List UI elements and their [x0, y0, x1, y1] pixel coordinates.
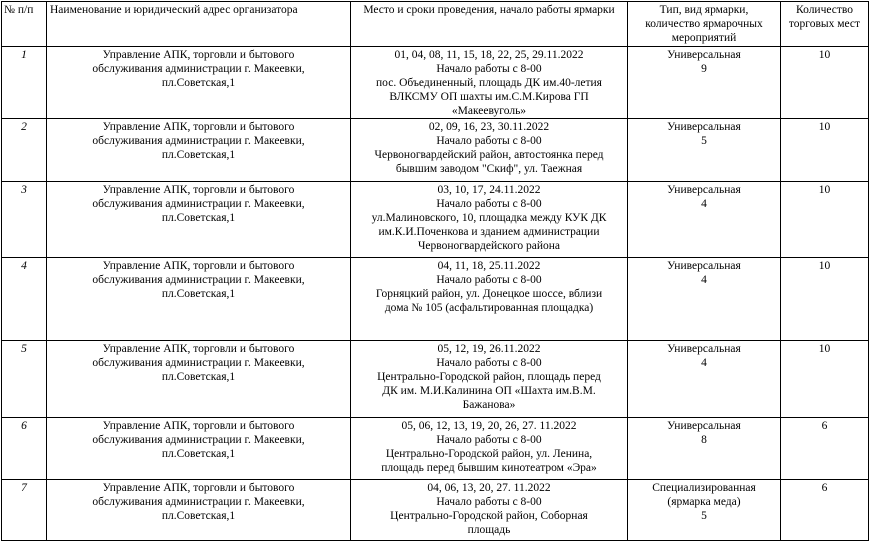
organizer-cell-line: пл.Советская,1	[161, 510, 236, 522]
place-cell-line: им.К.И.Поченкова и зданием администрации	[378, 226, 600, 238]
place-cell-line: 03, 10, 17, 24.11.2022	[437, 184, 541, 196]
organizer-cell-line: обслуживания администрации г. Макеевки,	[92, 274, 305, 286]
fair-type-cell-line: Универсальная	[667, 121, 741, 133]
organizer-cell	[47, 258, 351, 341]
place-cell-line: Центрально-Городской район, площадь перед	[377, 371, 601, 383]
place-cell-line: Центрально-Городской район, Соборная	[390, 510, 588, 522]
header-num: № п/п	[2, 2, 47, 47]
organizer-cell	[47, 480, 351, 541]
organizer-cell-line: обслуживания администрации г. Макеевки,	[92, 198, 305, 210]
header-type: Тип, вид ярмарки, количество ярмарочных мероприятий	[628, 2, 781, 47]
table-row	[2, 341, 869, 418]
trade-spots-cell: 10	[781, 47, 869, 119]
organizer-cell-line: пл.Советская,1	[161, 77, 236, 89]
row-number-cell: 4	[2, 258, 47, 341]
place-cell-line: Центрально-Городской район, ул. Ленина,	[385, 448, 593, 460]
table-row	[2, 119, 869, 182]
organizer-cell-line: обслуживания администрации г. Макеевки,	[92, 135, 305, 147]
place-cell-line: 05, 06, 12, 13, 19, 20, 26, 27. 11.2022	[401, 420, 577, 432]
place-cell-line: ул.Малиновского, 10, площадка между КУК ДК	[371, 212, 607, 224]
row-number-cell: 7	[2, 480, 47, 541]
row-number-cell: 5	[2, 341, 47, 418]
header-spots: Количество торговых мест	[781, 2, 869, 47]
organizer-cell-line: Управление АПК, торговли и бытового	[102, 121, 295, 133]
place-cell-line: Начало работы с 8-00	[436, 274, 542, 286]
trade-spots-cell: 10	[781, 341, 869, 418]
fair-type-cell-line: Универсальная	[667, 184, 741, 196]
organizer-cell-line: Управление АПК, торговли и бытового	[102, 49, 295, 61]
table-row	[2, 182, 869, 258]
organizer-cell-line: Управление АПК, торговли и бытового	[102, 420, 295, 432]
place-cell-line: бывшим заводом "Скиф", ул. Таежная	[395, 163, 583, 175]
fair-type-cell-line: Универсальная	[667, 260, 741, 272]
place-cell	[351, 341, 628, 418]
trade-spots-cell: 10	[781, 119, 869, 182]
organizer-cell-line: обслуживания администрации г. Макеевки,	[92, 357, 305, 369]
place-cell-line: Начало работы с 8-00	[436, 357, 542, 369]
table-row	[2, 418, 869, 480]
table-body	[2, 47, 869, 541]
fair-type-cell	[628, 418, 781, 480]
row-number-cell: 2	[2, 119, 47, 182]
fair-type-cell-line: Универсальная	[667, 420, 741, 432]
place-cell-line: «Макеевуголь»	[451, 105, 527, 117]
place-cell-line: пос. Объединенный, площадь ДК им.40-летия	[376, 77, 602, 89]
place-cell-line: Начало работы с 8-00	[436, 135, 542, 147]
place-cell-line: Горняцкий район, ул. Донецкое шоссе, вблизи	[375, 288, 603, 300]
fair-type-cell-line: 4	[701, 198, 707, 210]
place-cell-line: Червоногвардейский район, автостоянка перед	[374, 149, 604, 161]
organizer-cell-line: пл.Советская,1	[161, 149, 236, 161]
fair-type-cell-line: 8	[701, 434, 707, 446]
fair-type-cell	[628, 341, 781, 418]
fair-type-cell-line: Универсальная	[667, 343, 741, 355]
place-cell-line: Начало работы с 8-00	[436, 496, 542, 508]
place-cell-line: площадь	[467, 524, 511, 536]
fairs-table	[1, 1, 869, 541]
header-row	[2, 2, 869, 47]
fair-type-cell	[628, 182, 781, 258]
organizer-cell-line: пл.Советская,1	[161, 288, 236, 300]
organizer-cell-line: пл.Советская,1	[161, 448, 236, 460]
place-cell	[351, 182, 628, 258]
fair-type-cell	[628, 480, 781, 541]
organizer-cell-line: Управление АПК, торговли и бытового	[102, 260, 295, 272]
organizer-cell-line: пл.Советская,1	[161, 371, 236, 383]
place-cell	[351, 480, 628, 541]
fair-type-cell-line: 5	[701, 510, 707, 522]
place-cell-line: дома № 105 (асфальтированная площадка)	[384, 302, 594, 314]
organizer-cell-line: Управление АПК, торговли и бытового	[102, 343, 295, 355]
header-organizer: Наименование и юридический адрес организатора	[47, 2, 351, 47]
row-number-cell: 1	[2, 47, 47, 119]
place-cell-line: ДК им. М.И.Калинина ОП «Шахта им.В.М.	[382, 385, 596, 397]
place-cell-line: Бажанова»	[462, 399, 516, 411]
place-cell-line: 02, 09, 16, 23, 30.11.2022	[428, 121, 550, 133]
fair-type-cell-line: 5	[701, 135, 707, 147]
place-cell-line: Червоногвардейского района	[417, 240, 561, 252]
organizer-cell	[47, 418, 351, 480]
organizer-cell-line: пл.Советская,1	[161, 212, 236, 224]
table-row	[2, 47, 869, 119]
place-cell	[351, 47, 628, 119]
trade-spots-cell: 10	[781, 258, 869, 341]
fair-type-cell-line: Специализированная	[652, 482, 756, 494]
place-cell-line: площадь перед бывшим кинотеатром «Эра»	[381, 462, 597, 474]
fair-type-cell-line: (ярмарка меда)	[667, 496, 741, 508]
place-cell-line: ВЛКСМУ ОП шахты им.С.М.Кирова ГП	[389, 91, 589, 103]
place-cell-line: Начало работы с 8-00	[436, 198, 542, 210]
organizer-cell-line: обслуживания администрации г. Макеевки,	[92, 496, 305, 508]
fair-type-cell-line: 4	[701, 274, 707, 286]
trade-spots-cell: 10	[781, 182, 869, 258]
trade-spots-cell: 6	[781, 480, 869, 541]
organizer-cell	[47, 182, 351, 258]
organizer-cell	[47, 47, 351, 119]
organizer-cell-line: обслуживания администрации г. Макеевки,	[92, 434, 305, 446]
place-cell	[351, 418, 628, 480]
organizer-cell-line: Управление АПК, торговли и бытового	[102, 184, 295, 196]
organizer-cell	[47, 341, 351, 418]
place-cell	[351, 258, 628, 341]
fair-type-cell	[628, 119, 781, 182]
organizer-cell-line: Управление АПК, торговли и бытового	[102, 482, 295, 494]
place-cell-line: 05, 12, 19, 26.11.2022	[437, 343, 541, 355]
fair-type-cell	[628, 258, 781, 341]
place-cell-line: 01, 04, 08, 11, 15, 18, 22, 25, 29.11.2022	[394, 49, 584, 61]
fair-type-cell-line: Универсальная	[667, 49, 741, 61]
place-cell-line: 04, 06, 13, 20, 27. 11.2022	[427, 482, 551, 494]
row-number-cell: 6	[2, 418, 47, 480]
organizer-cell	[47, 119, 351, 182]
fair-type-cell	[628, 47, 781, 119]
place-cell	[351, 119, 628, 182]
row-number-cell: 3	[2, 182, 47, 258]
table-row	[2, 258, 869, 341]
organizer-cell-line: обслуживания администрации г. Макеевки,	[92, 63, 305, 75]
fair-type-cell-line: 9	[701, 63, 707, 75]
fair-type-cell-line: 4	[701, 357, 707, 369]
table-row	[2, 480, 869, 541]
place-cell-line: 04, 11, 18, 25.11.2022	[437, 260, 541, 272]
trade-spots-cell: 6	[781, 418, 869, 480]
header-place: Место и сроки проведения, начало работы ярмарки	[351, 2, 628, 47]
place-cell-line: Начало работы с 8-00	[436, 63, 542, 75]
place-cell-line: Начало работы с 8-00	[436, 434, 542, 446]
